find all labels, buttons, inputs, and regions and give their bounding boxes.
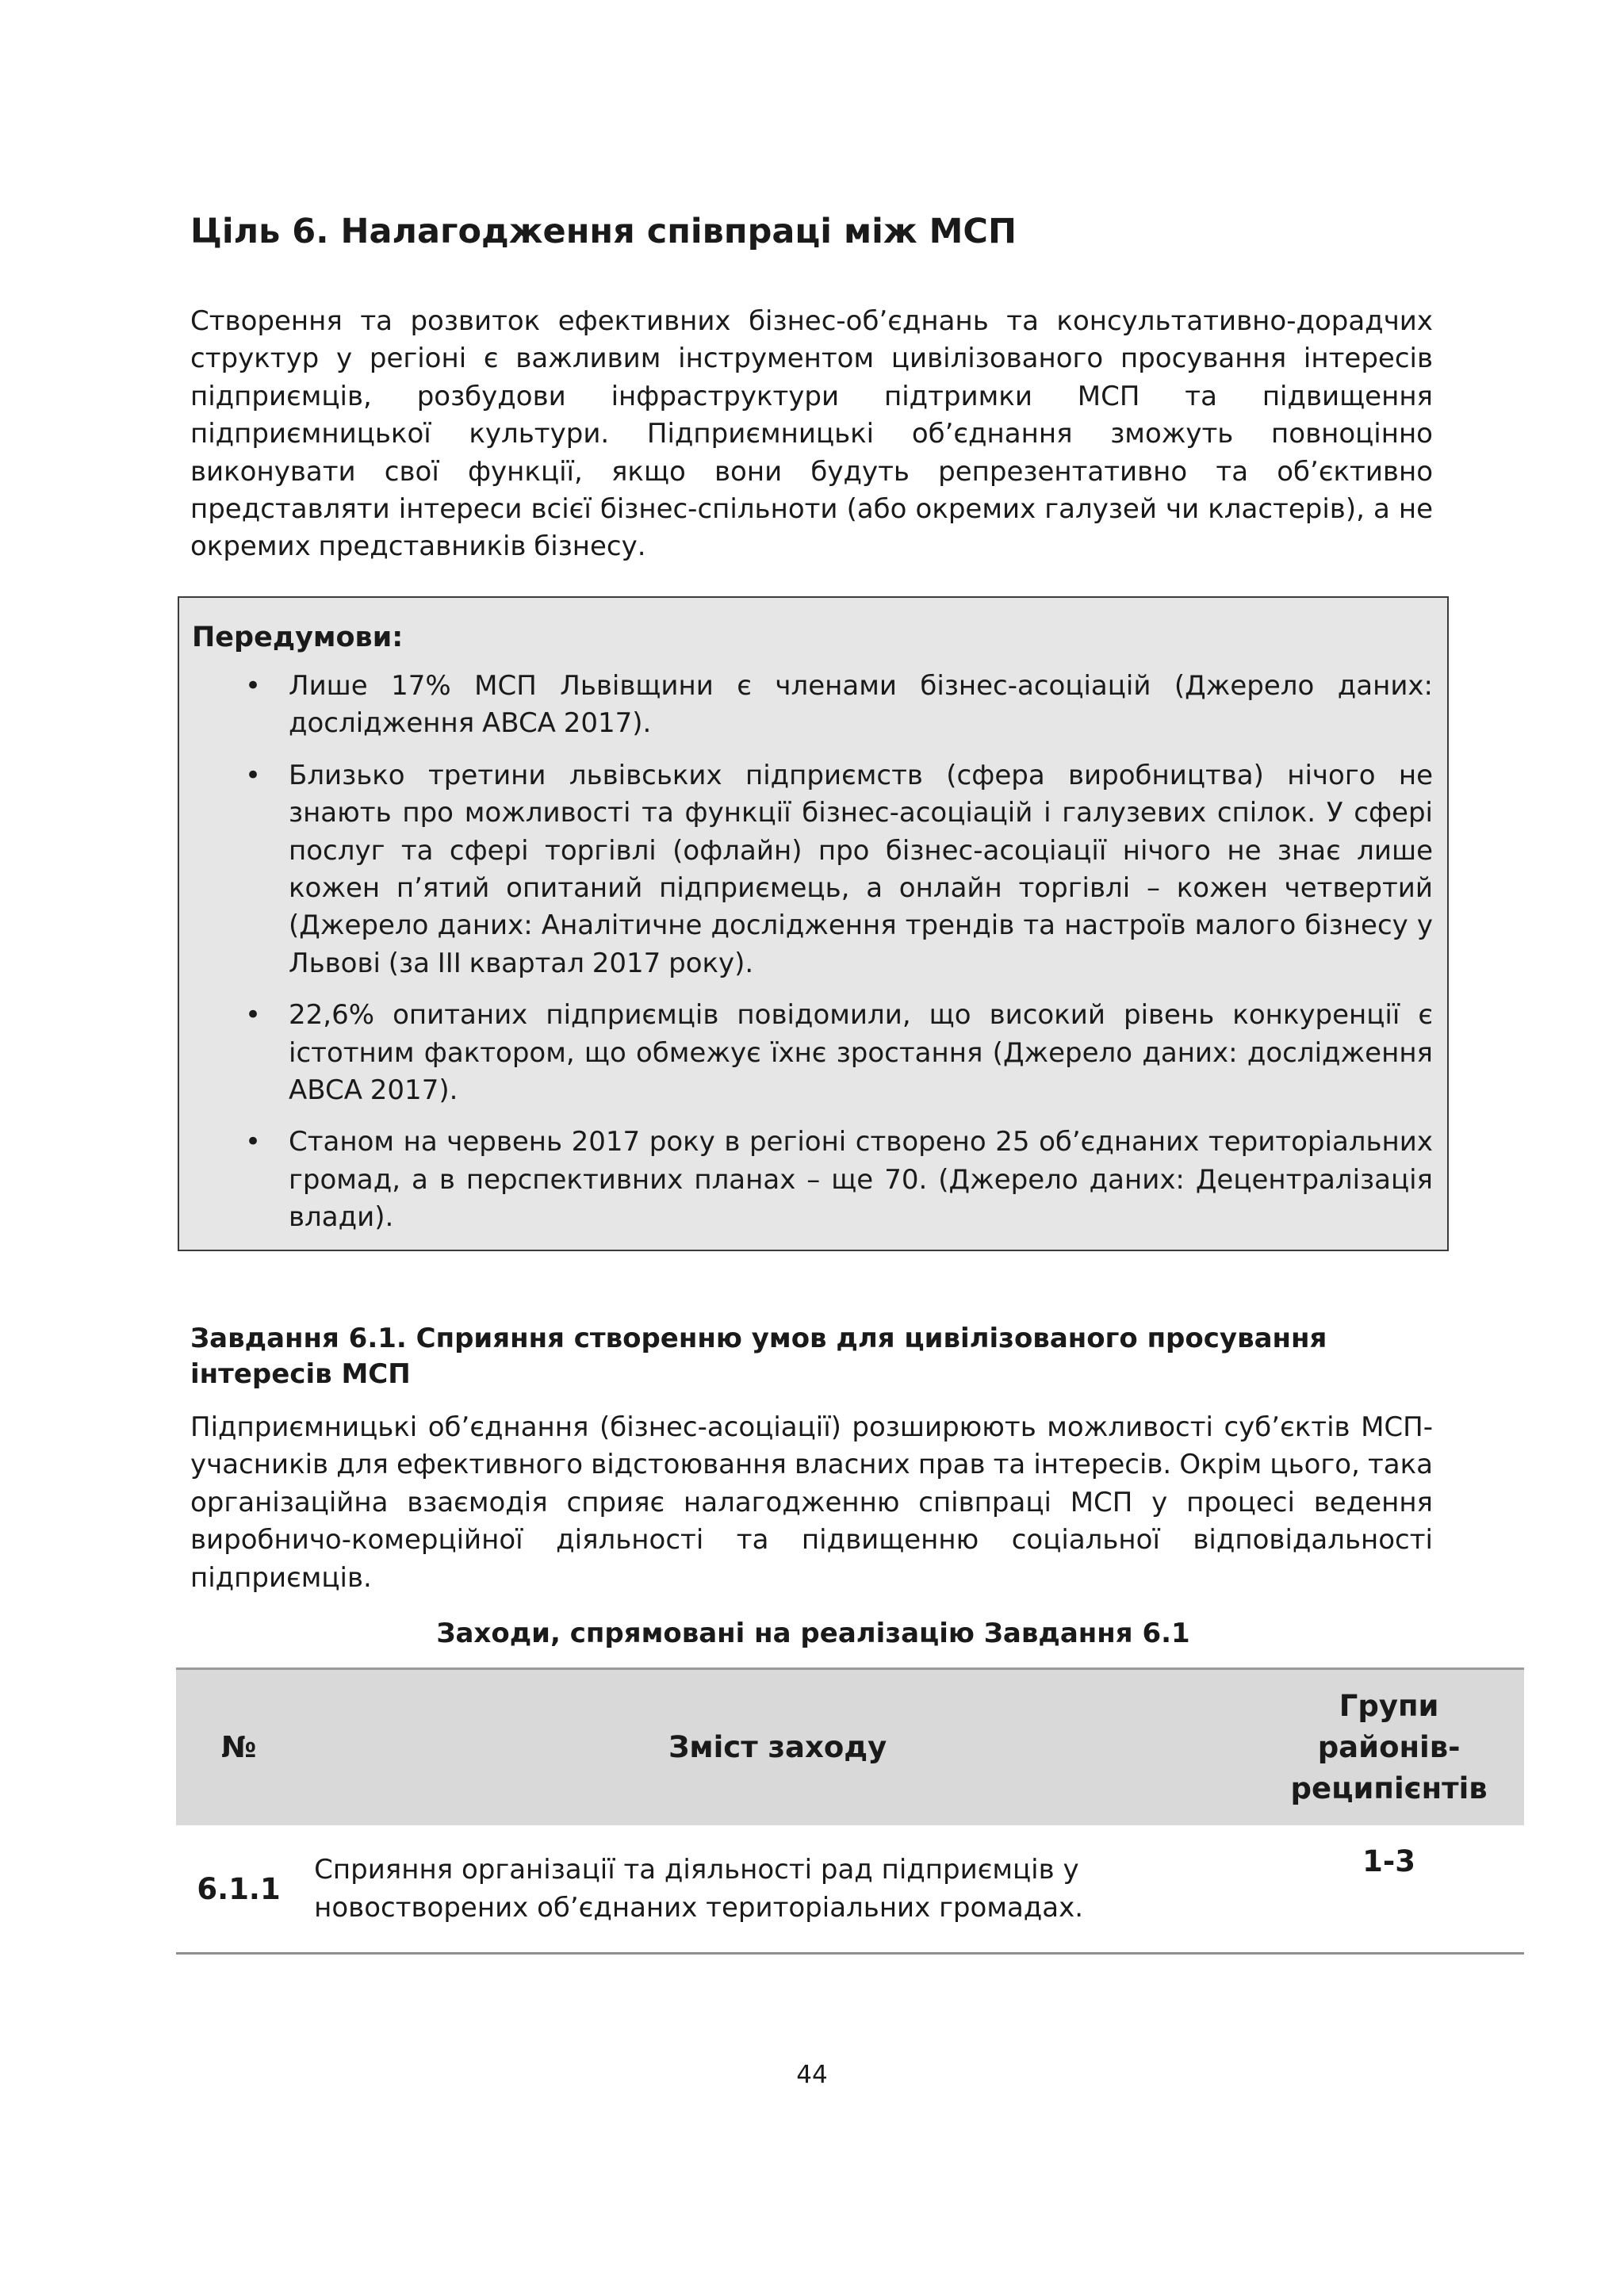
table-header-row [176, 1669, 1524, 1826]
prerequisites-list [179, 668, 1447, 1251]
row-content: Сприяння організації та діяльності рад підприємців у новостворених об’єднаних територіальних громадах. [301, 1825, 1254, 1954]
prerequisite-item [179, 757, 1447, 982]
bullet-icon: • [245, 1126, 262, 1158]
prerequisite-item [179, 997, 1447, 1109]
header-groups-line: реципієнтів [1290, 1771, 1488, 1805]
header-groups [1254, 1669, 1524, 1826]
goal-intro-paragraph: Створення та розвиток ефективних бізнес-об’єднань та консультативно-дорадчих структур у регіоні є важливим інструментом цивілізованого просування інтересів підприємців, розбудови інфраструктури підтримки МСП та підвищення підприємницької культури. Підприємницькі об’єднання зможуть повноцінно виконувати свої функції, якщо вони будуть репрезентативно та об’єктивно представляти інтереси всієї бізнес-спільноти (або окремих галузей чи кластерів), а не окремих представників бізнесу. [190, 305, 1433, 563]
header-content: Зміст заходу [301, 1669, 1254, 1826]
prerequisite-item [179, 668, 1447, 743]
bullet-icon: • [245, 670, 262, 702]
bullet-icon: • [245, 759, 262, 791]
row-number: 6.1.1 [176, 1825, 301, 1954]
task-title: Завдання 6.1. Сприяння створенню умов для цивілізованого просування інтересів МСП [190, 1323, 1327, 1390]
page-number: 44 [796, 2061, 828, 2089]
header-groups-line: районів- [1317, 1730, 1461, 1764]
task-paragraph: Підприємницькі об’єднання (бізнес-асоціації) розширюють можливості суб’єктів МСП-учасників для ефективного відстоювання власних прав та інтересів. Окрім цього, така організаційна взаємодія сприяє налагодженню співпраці МСП у процесі ведення виробничо-комерційної діяльності та підвищенню соціальної відповідальності підприємців. [190, 1411, 1433, 1594]
prerequisites-box [178, 596, 1449, 1251]
prerequisite-text: Станом на червень 2017 року в регіоні створено 25 об’єднаних територіальних громад, а в перспективних планах – ще 70. (Джерело даних: Децентралізація влади). [289, 1126, 1433, 1234]
goal-title: Ціль 6. Налагодження співпраці між МСП [190, 212, 1017, 251]
prerequisites-title: Передумови: [192, 622, 404, 653]
prerequisite-text: Близько третини львівських підприємств (сфера виробництва) нічого не знають про можливості та функції бізнес-асоціацій і галузевих спілок. У сфері послуг та сфері торгівлі (офлайн) про бізнес-асоціації нічого не знає лише кожен п’ятий опитаний підприємець, а онлайн торгівлі – кожен четвертий (Джерело даних: Аналітичне дослідження трендів та настроїв малого бізнесу у Львові (за III квартал 2017 року). [289, 759, 1433, 979]
prerequisite-item [179, 1124, 1447, 1236]
bullet-icon: • [245, 999, 262, 1032]
header-groups-line: Групи [1339, 1689, 1439, 1723]
header-number: № [176, 1669, 301, 1826]
prerequisite-text: Лише 17% МСП Львівщини є членами бізнес-асоціацій (Джерело даних: дослідження ABCA 2017). [289, 670, 1433, 740]
prerequisite-text: 22,6% опитаних підприємців повідомили, що високий рівень конкуренції є істотним фактором, що обмежує їхнє зростання (Джерело даних: дослідження ABCA 2017). [289, 999, 1433, 1107]
row-groups: 1-3 [1254, 1825, 1524, 1954]
table-caption: Заходи, спрямовані на реалізацію Завдання 6.1 [436, 1618, 1190, 1649]
table-row [176, 1825, 1524, 1954]
measures-table [176, 1667, 1524, 1955]
